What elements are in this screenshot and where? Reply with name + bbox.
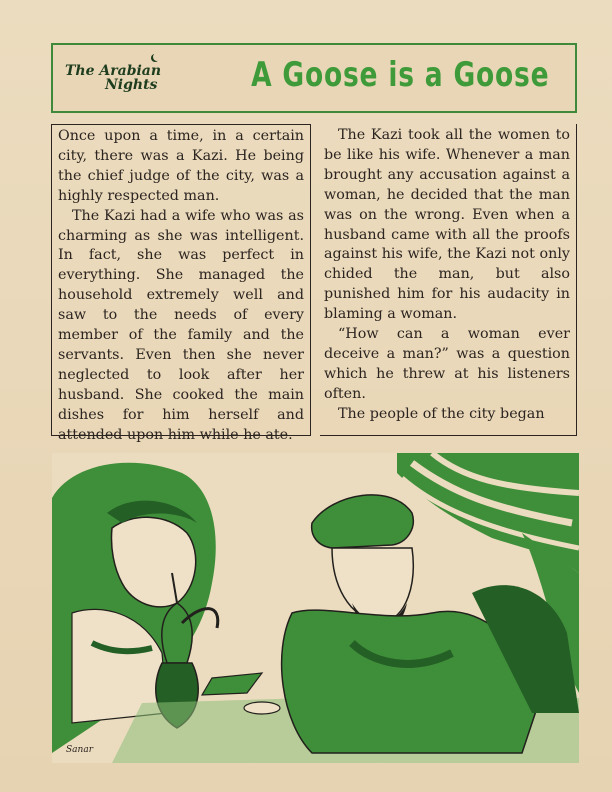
story-header <box>51 43 577 113</box>
paragraph: Once upon a time, in a certain city, there was a Kazi. He being the chief judge of the city, was a highly respected man. <box>58 128 304 204</box>
story-title: A Goose is a Goose <box>250 55 549 95</box>
paragraph: The Kazi took all the women to be like his wife. Whenever a man brought any accusation against a woman, he decided that the man was on the wrong. Even when a husband came with all the proofs against his wife, the Kazi not only chided the man, but also punished him for his audacity in blaming a woman. <box>324 127 570 323</box>
series-logo <box>65 55 195 105</box>
series-name-line1: The Arabian <box>65 63 162 79</box>
right-text-column <box>320 124 577 436</box>
artist-signature: Sanar <box>66 745 93 755</box>
series-name-line2: Nights <box>105 77 158 93</box>
illustration-drawing <box>52 453 579 763</box>
paragraph: The Kazi had a wife who was as charming as she was intelligent. In fact, she was perfect in everything. She managed the household extremely well and saw to the needs of every member of the family and the servants. Even then she never neglected to look after her husband. She cooked the main dishes for him herself and attended upon him while he ate. <box>58 207 304 443</box>
paragraph: The people of the city began <box>338 405 545 422</box>
paragraph: “How can a woman ever deceive a man?” was a question which he threw at his listeners often. <box>324 326 570 402</box>
crescent-moon-icon <box>153 53 161 61</box>
story-illustration <box>52 453 579 763</box>
left-text-column <box>51 124 311 443</box>
